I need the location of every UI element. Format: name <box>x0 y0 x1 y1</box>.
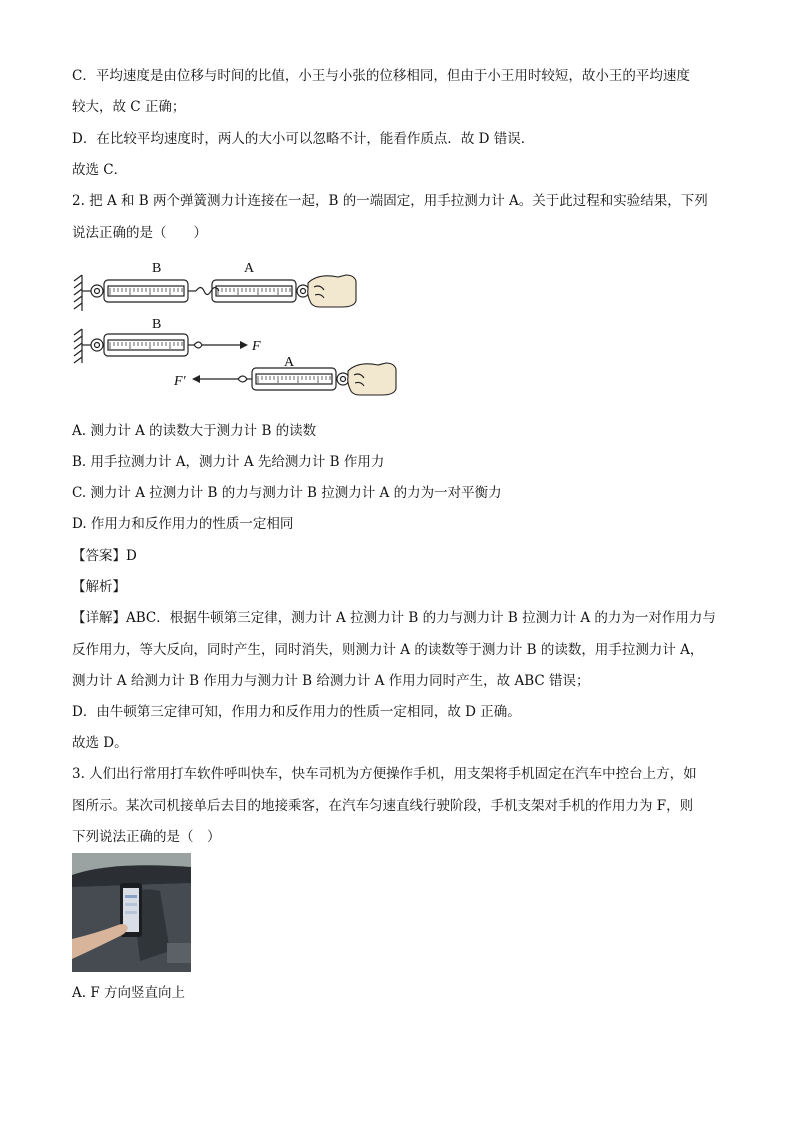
q1-option-c-line2: 较大，故 C 正确； <box>72 99 186 115</box>
hand-icon-bottom <box>348 363 396 395</box>
label-b-middle: B <box>152 317 162 332</box>
label-a-bottom: A <box>284 355 295 370</box>
q2-conclusion: 故选 D。 <box>72 735 128 751</box>
q2-option-d: D. 作用力和反作用力的性质一定相同 <box>72 516 294 532</box>
q2-option-b: B. 用手拉测力计 A，测力计 A 先给测力计 B 作用力 <box>72 454 385 470</box>
q2-option-a: A. 测力计 A 的读数大于测力计 B 的读数 <box>72 423 317 439</box>
spring-scale-a-bottom <box>200 368 349 390</box>
q3-option-a: A. F 方向竖直向上 <box>72 985 185 1001</box>
q3-stem-line1: 3. 人们出行常用打车软件呼叫快车，快车司机为方便操作手机，用支架将手机固定在汽车中控台上方，如 <box>72 766 697 782</box>
q2-stem-line2: 说法正确的是（ ） <box>72 225 207 241</box>
q2-option-c: C. 测力计 A 拉测力计 B 的力与测力计 B 拉测力计 A 的力为一对平衡力 <box>72 485 502 501</box>
spring-scale-figure <box>72 255 402 405</box>
q1-option-c-line1: C．平均速度是由位移与时间的比值，小王与小张的位移相同，但由于小王用时较短，故小王的平均速度 <box>72 68 690 84</box>
q2-stem-line1: 2. 把 A 和 B 两个弹簧测力计连接在一起，B 的一端固定，用手拉测力计 A。关于此过程和实验结果，下列 <box>72 193 708 209</box>
wall-middle <box>74 329 82 363</box>
q2-answer <box>72 546 734 566</box>
q3-stem-line2: 图所示。某次司机接单后去目的地接乘客，在汽车匀速直线行驶阶段，手机支架对手机的作用力为 F，则 <box>72 798 694 814</box>
arrow-f <box>240 341 248 349</box>
q3-stem-line3: 下列说法正确的是（ ） <box>72 829 221 845</box>
q1-option-d: D．在比较平均速度时，两人的大小可以忽略不计，能看作质点．故 D 错误． <box>72 131 535 147</box>
spring-scale-b-top <box>82 280 211 302</box>
answer-value: D <box>126 548 137 564</box>
label-b-top: B <box>152 261 162 276</box>
hand-icon-top <box>308 275 356 307</box>
q2-detail-line1 <box>72 608 734 628</box>
label-force-f-prime: F′ <box>174 374 186 389</box>
car-phone-mount-photo <box>72 853 191 972</box>
detail-tag: 【详解】 <box>72 610 126 626</box>
q2-detail-line4: D．由牛顿第三定律可知，作用力和反作用力的性质一定相同，故 D 正确。 <box>72 704 521 720</box>
answer-tag: 【答案】 <box>72 548 126 564</box>
label-a-top: A <box>244 261 255 276</box>
arrow-f-prime <box>192 375 200 383</box>
wall-top <box>74 275 82 311</box>
q1-conclusion: 故选 C． <box>72 162 128 178</box>
spring-scale-b-middle <box>82 334 240 356</box>
q2-detail-line3: 测力计 A 给测力计 B 作用力与测力计 B 给测力计 A 作用力同时产生，故 ABC 错误； <box>72 673 590 689</box>
q2-detail-line2: 反作用力，等大反向，同时产生，同时消失，则测力计 A 的读数等于测力计 B 的读数，用手拉测力计 A， <box>72 642 704 658</box>
detail-text-1: ABC．根据牛顿第三定律，测力计 A 拉测力计 B 的力与测力计 B 拉测力计 A 的力为一对作用力与 <box>126 610 716 626</box>
q2-analysis-tag: 【解析】 <box>72 579 126 595</box>
label-force-f: F <box>252 339 261 354</box>
